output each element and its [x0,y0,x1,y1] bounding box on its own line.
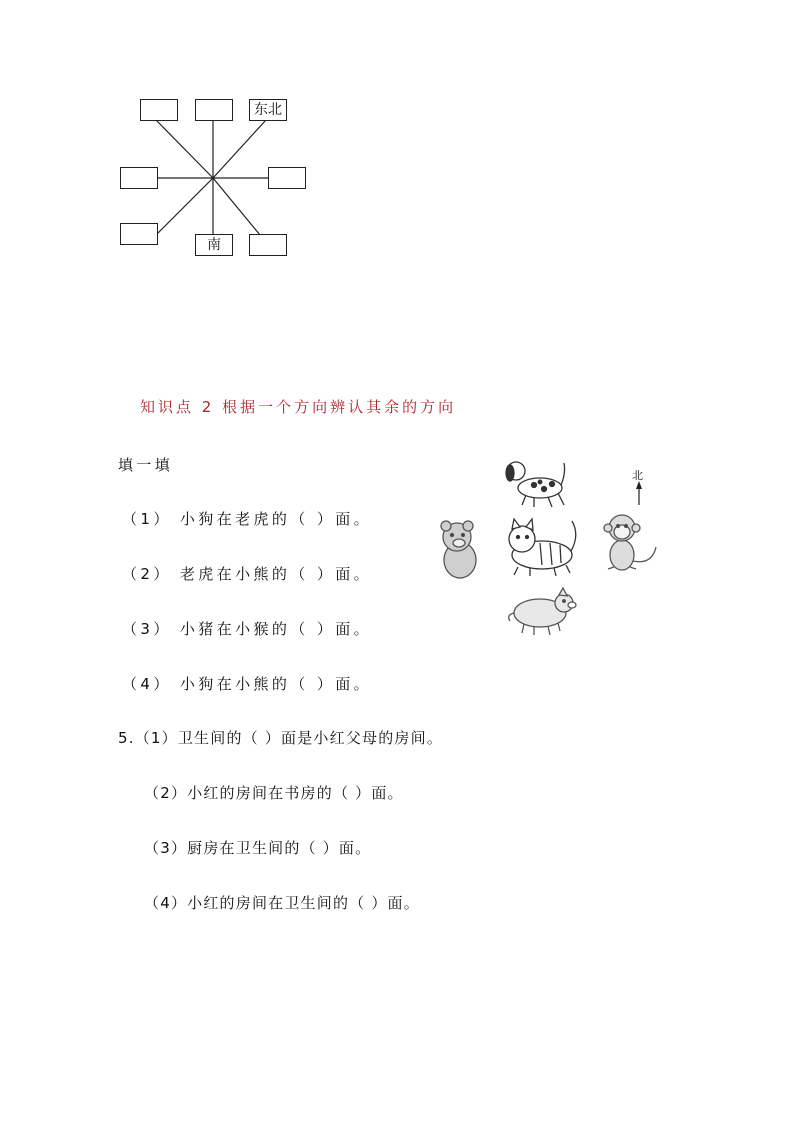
animal-arrangement [430,455,680,640]
compass-box-west[interactable] [120,167,158,189]
compass-box-northeast: 东北 [249,99,287,121]
north-arrow-icon [636,481,642,505]
dog-icon [506,462,565,507]
exercise5-item-2: （2）小红的房间在书房的（ ）面。 [144,784,404,802]
fill-in-item-4: （4） 小狗在小熊的（ ）面。 [122,675,373,693]
compass-box-southeast[interactable] [249,234,287,256]
north-label: 北 [632,469,643,482]
section-heading: 知识点 2 根据一个方向辨认其余的方向 [140,398,457,416]
compass-box-north[interactable] [195,99,233,121]
compass-box-southwest[interactable] [120,223,158,245]
monkey-icon [604,515,656,570]
fill-in-title: 填一填 [118,456,174,474]
fill-in-item-1: （1） 小狗在老虎的（ ）面。 [122,510,373,528]
exercise5-item-4: （4）小红的房间在卫生间的（ ）面。 [144,894,420,912]
compass-box-northwest[interactable] [140,99,178,121]
fill-in-item-3: （3） 小猪在小猴的（ ）面。 [122,620,373,638]
pig-icon [509,588,576,635]
tiger-icon [509,519,576,576]
compass-box-east[interactable] [268,167,306,189]
compass-box-south: 南 [195,234,233,256]
compass-diagram [110,90,320,270]
bear-icon [441,521,476,578]
exercise5-item-3: （3）厨房在卫生间的（ ）面。 [144,839,372,857]
fill-in-item-2: （2） 老虎在小熊的（ ）面。 [122,565,373,583]
exercise5-item-1: 5.（1）卫生间的（ ）面是小红父母的房间。 [118,729,444,747]
